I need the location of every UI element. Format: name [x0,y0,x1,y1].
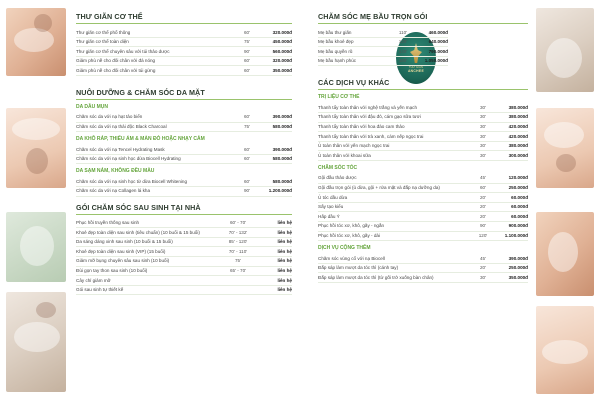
price-row [318,193,528,203]
price-row [76,28,292,38]
photo-pregnant-woman [536,8,594,92]
service-name: Da sáng dáng xinh sau sinh (10 buổi & 15 buổi) [76,239,173,245]
service-price: 380.000đ [508,114,528,120]
service-name: Mẹ bầu hạnh phúc [318,58,357,64]
service-duration: 30' [480,124,486,130]
price-row [76,38,292,48]
service-price: 900.000đ [508,223,528,229]
service-name: Giảm phù nề cho đôi chân với túi gừng [76,67,156,73]
service-duration: 90' [244,188,250,194]
service-price: 390.000đ [272,114,292,120]
service-duration: 185' [398,58,408,64]
service-duration: 20' [480,213,486,219]
service-name: Hấp dầu Ý [318,213,340,219]
service-duration: 60' [244,146,250,152]
service-name: Cây chỉ giảm mỡ [76,277,111,283]
service-duration: 60' [244,58,250,64]
price-row [318,254,528,264]
service-name: Phục hồi tóc xơ, khô, gãy - dài [318,233,380,238]
service-duration: 20' [480,265,486,271]
service-price: 1.100.000đ [504,233,528,238]
price-row [76,228,292,238]
price-row [318,132,528,142]
service-price: 1.200.000đ [268,188,292,194]
service-duration: 85' - 120' [228,239,248,245]
service-duration: 60' [244,67,250,73]
service-name: Ủ tóc dầu dừa [318,194,348,200]
service-price: 120.000đ [508,175,528,181]
service-price: liên hệ [277,277,292,283]
price-row [76,238,292,248]
service-name: Ủ toàn thân với khoai sữa [318,152,371,158]
service-price: 580.000đ [272,178,292,184]
service-name: Giảm mỡ bụng chuyên sâu sau sinh (10 buổi) [76,258,170,264]
price-row [318,232,528,242]
service-price: 460.000đ [428,29,448,35]
photo-facial-treatment [6,108,66,188]
price-row [76,113,292,123]
price-row [76,267,292,277]
price-row [76,57,292,67]
service-duration: 45' [480,175,486,181]
service-name: Mẹ bầu quyền rũ [318,48,353,54]
service-name: Chăm sóc vùng cổ với nạ Biocell [318,255,385,261]
other-services-list [318,94,528,283]
service-duration: 45' [480,255,486,261]
service-name: Giảm phù nề cho đôi chân với đá nóng [76,58,156,64]
service-price: liên hệ [277,248,292,254]
price-row [318,57,448,67]
price-row [76,145,292,155]
service-duration: 30' [480,143,486,149]
subsection-title: DA KHÔ RÁP, THIẾU ẨM & MẨN ĐỎ HOẶC NHẠY CẢM [76,136,205,143]
price-row [318,142,528,152]
section-rule [318,89,528,90]
price-row [318,203,528,213]
service-name: Thanh tẩy toàn thân với đậu đỏ, cám gạo sữa tươi [318,114,421,120]
logo-text-brand: ANCHEE [407,69,425,73]
service-price: 320.000đ [272,58,292,64]
price-row [76,155,292,165]
service-duration: 60' [244,178,250,184]
facial-care-list [76,104,292,197]
service-price: 60.000đ [511,213,528,219]
section-rule [76,214,292,215]
price-row [318,103,528,113]
service-name: Thanh tẩy toàn thân với trà xanh, cám nếp ngọc trai [318,133,424,139]
section-title-facial-care: NUÔI DƯỠNG & CHĂM SÓC DA MẶT [76,87,205,97]
service-name: Đùi gọn tay thon sau sinh (10 buổi) [76,268,148,273]
service-duration: 120' [478,233,488,238]
price-row [318,38,448,48]
left-column [76,12,292,295]
service-name: Đắp sáp làm mượt da tóc thì (cánh tay) [318,265,399,271]
price-row [76,177,292,187]
service-name: Sấy tạo kiểu [318,204,344,210]
service-price: 390.000đ [508,255,528,261]
service-price: 790.000đ [428,48,448,54]
service-price: 350.000đ [272,67,292,73]
price-row [76,187,292,197]
price-row [318,123,528,133]
service-name: Chăm sóc da với nạ sinh học dừa Biocell Hydrating [76,156,181,162]
price-row [76,286,292,296]
price-row [318,113,528,123]
section-title-other-services: CÁC DỊCH VỤ KHÁC [318,78,390,88]
service-name: Gội đầu thảo dược [318,175,357,181]
service-duration: 75' [235,258,241,264]
subsection-title: DA SẠM NÁM, KHÔNG ĐỀU MÀU [76,168,155,175]
service-name: Gói sau sinh tự thiết kế [76,287,124,293]
subsection-title: DA DẦU MỤN [76,103,109,110]
service-price: liên hệ [277,268,292,273]
price-row [76,276,292,286]
photo-face-mask [6,212,66,282]
service-duration: 30' [480,133,486,139]
service-name: Phục hồi tóc xơ, khô, gãy - ngắn [318,223,385,229]
service-price: 580.000đ [272,156,292,162]
section-rule [318,23,528,24]
price-row [76,219,292,229]
service-price: 380.000đ [508,104,528,110]
photo-postnatal-massage [6,292,66,392]
service-duration: 110' [398,29,408,35]
section-rule [76,23,292,24]
service-price: 250.000đ [508,185,528,191]
service-duration: 60' [244,156,250,162]
service-name: Thư giãn cơ thể phổ thông [76,29,131,35]
maternity-list [318,28,448,66]
section-title-maternity: CHĂM SÓC MẸ BẦU TRỌN GÓI [318,12,428,21]
service-duration: 30' [480,152,486,158]
service-duration: 20' [480,204,486,210]
service-duration: 20' [480,194,486,200]
service-price: liên hệ [277,258,292,264]
service-price: 60.000đ [511,204,528,210]
service-price: 640.000đ [428,39,448,45]
service-price: 320.000đ [272,29,292,35]
price-row [318,151,528,161]
service-name: Chăm sóc da với nạ sinh học từ dừa Biocell Whitening [76,178,188,184]
service-name: Thanh tẩy toàn thân với hoa đào cam thảo [318,124,405,130]
service-price: 450.000đ [272,39,292,45]
body-relax-list [76,28,292,76]
right-column [318,12,528,283]
postnatal-list [76,219,292,296]
service-price: liên hệ [277,220,292,226]
subsection-title: TRỊ LIỆU CƠ THỂ [318,94,360,101]
service-name: Thư giãn cơ thể chuyên sâu với túi thảo dược [76,48,170,54]
service-price: 390.000đ [272,146,292,152]
service-price: 60.000đ [511,194,528,200]
service-price: 420.000đ [508,124,528,130]
service-duration: 145' [398,48,408,54]
price-row [76,66,292,76]
service-name: Đắp sáp làm mượt da tóc thì (từ gối trở xuống bàn chân) [318,274,434,280]
service-duration: 75' [244,39,250,45]
service-duration: 60' - 70' [229,220,247,226]
service-duration: 60' [480,185,486,191]
service-duration: 30' [480,104,486,110]
service-price: 380.000đ [508,143,528,149]
service-duration: 70' - 132' [228,229,248,235]
service-price: 420.000đ [508,133,528,139]
price-row [76,47,292,57]
price-row [318,28,448,38]
price-row [318,184,528,194]
service-duration: 30' [480,114,486,120]
price-row [76,123,292,133]
logo-text-top: THƯ GIÃN [408,66,424,69]
service-duration: 125' [398,39,408,45]
service-price: 300.000đ [508,152,528,158]
service-duration: 75' [244,124,250,130]
service-price: 1.050.000đ [424,58,448,64]
service-name: Chăm sóc da với nạ thải độc Black Charcoal [76,124,167,130]
service-duration: 65' - 70' [229,268,247,273]
service-price: 250.000đ [508,265,528,271]
service-duration: 30' [480,274,486,280]
section-title-postnatal: GÓI CHĂM SÓC SAU SINH TẠI NHÀ [76,202,201,212]
service-name: Gội đầu trọn gói (ủ dừa, gội + rửa mặt và đắp nạ dưỡng da) [318,185,440,191]
service-price: 350.000đ [508,274,528,280]
service-name: Khoẻ đẹp toàn diện sau sinh (tiêu chuẩn) (10 buổi & 15 buổi) [76,229,200,235]
service-duration: 70' - 110' [228,248,248,254]
price-row [318,212,528,222]
service-duration: 60' [244,114,250,120]
service-duration: 90' [480,223,486,229]
subsection-title: CHĂM SÓC TÓC [318,164,358,171]
subsection-title: DỊCH VỤ CỘNG THÊM [318,245,371,252]
service-price: 580.000đ [272,124,292,130]
service-name: Thanh tẩy toàn thân với nghệ trắng và yến mạch [318,104,418,110]
service-price: 560.000đ [272,48,292,54]
photo-hair-care [536,212,594,296]
price-row [318,273,528,283]
service-duration: 90' [244,48,250,54]
service-duration: 60' [244,29,250,35]
service-name: Ủ toàn thân với yến mạch ngọc trai [318,143,390,149]
price-row [318,174,528,184]
price-row [76,247,292,257]
service-price: liên hệ [277,239,292,245]
photo-body-scrub [536,108,594,188]
service-name: Mẹ bầu khoẻ đẹp [318,39,354,45]
price-row [318,47,448,57]
photo-foot-massage [6,8,66,76]
service-price: liên hệ [277,287,292,293]
service-name: Chăm sóc da với nạ Collagen lá kha [76,188,151,194]
service-name: Mẹ bầu thư giãn [318,29,352,35]
service-name: Thư giãn cơ thể toàn diện [76,39,129,45]
service-name: Chăm sóc da với nạ hạt tảo biển [76,114,143,120]
service-name: Khoẻ đẹp toàn diện sau sinh (VIP) (15 buổi) [76,248,166,254]
service-price: liên hệ [277,229,292,235]
section-title-body-relax: THƯ GIÃN CƠ THỂ [76,12,143,21]
price-row [318,264,528,274]
photo-hand-waxing [536,306,594,394]
section-rule [76,99,292,100]
service-name: Chăm sóc da với nạ Tencel Hydrating Mask [76,146,165,152]
price-row [76,257,292,267]
price-row [318,222,528,232]
service-name: Phục hồi truyền thống sau sinh [76,220,140,226]
